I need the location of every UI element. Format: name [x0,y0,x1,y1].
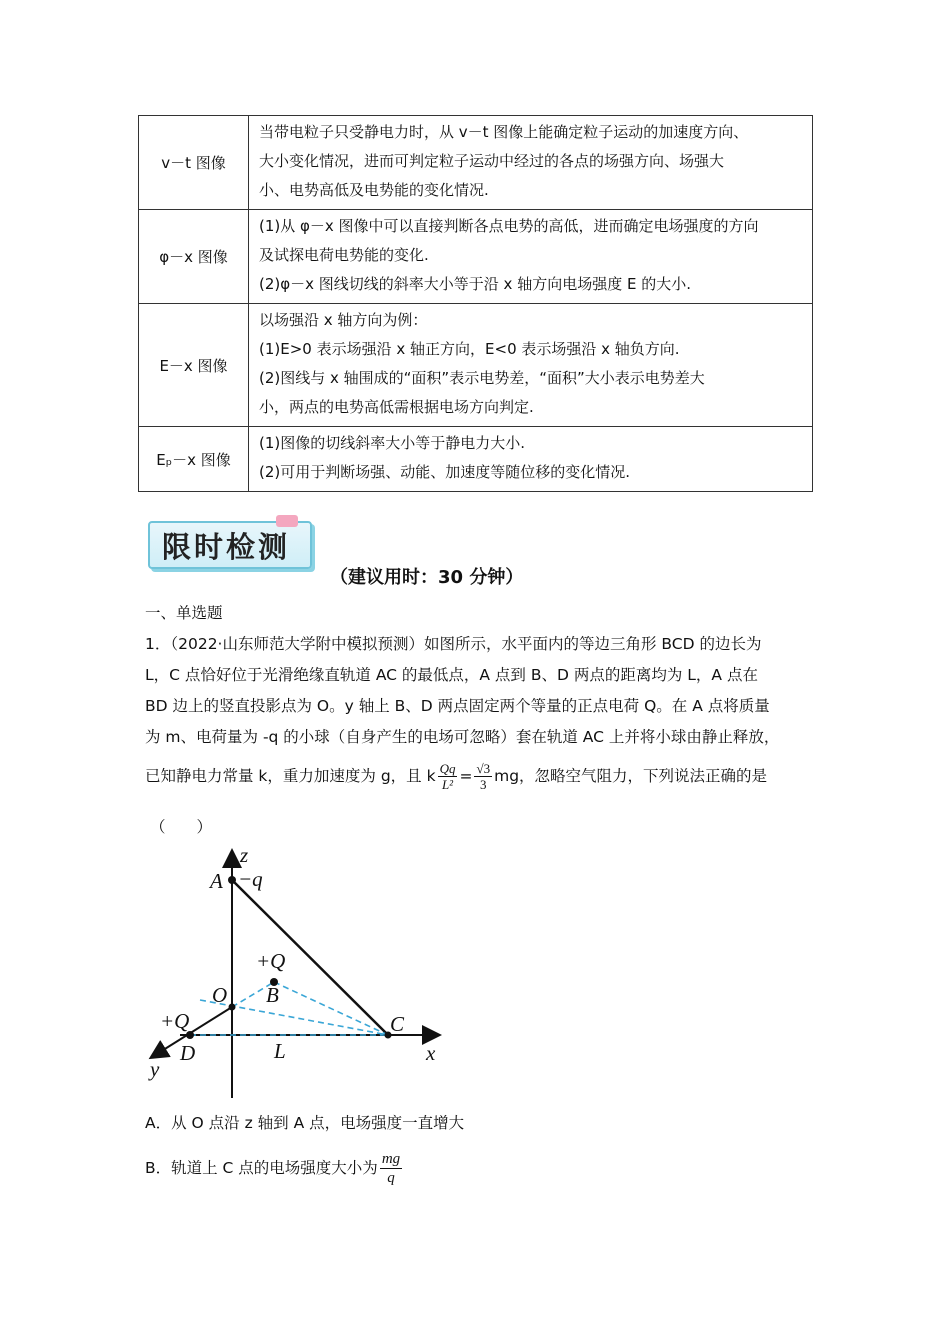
summary-table [138,115,813,492]
label-b: B [266,983,279,1007]
row-line: (2)可用于判断场强、动能、加速度等随位移的变化情况. [259,463,631,481]
label-a: A [210,869,223,893]
section-banner [148,515,312,567]
point-a [228,876,236,884]
fraction-denominator: q [387,1170,395,1186]
row-line: (2)图线与 x 轴围成的“面积”表示电势差，“面积”大小表示电势差大 [259,369,705,387]
question-line: BD 边上的竖直投影点为 O。y 轴上 B、D 两点固定两个等量的正点电荷 Q。在 A 点将质量 [145,697,770,715]
answer-bracket: （ ） [150,818,213,836]
row-line: (1)图像的切线斜率大小等于静电力大小. [259,434,526,452]
question-block [145,629,825,792]
question-line: 1．（2022·山东师范大学附中模拟预测）如图所示，水平面内的等边三角形 BCD 的边长为 [145,635,762,653]
label-z: z [240,843,249,867]
row-line: 及试探电荷电势能的变化. [259,246,429,264]
row-content [249,116,813,210]
label-plus-q-top: +Q [256,949,286,973]
point-o [229,1004,236,1011]
option-a: A．从 O 点沿 z 轴到 A 点，电场强度一直增大 [145,1114,465,1132]
row-label: Eₚ－x 图像 [139,427,249,492]
table-row [139,210,813,304]
fraction-sqrt3-3 [474,761,492,792]
row-line: (2)φ－x 图线切线的斜率大小等于沿 x 轴方向电场强度 E 的大小. [259,275,691,293]
row-content [249,210,813,304]
row-label: v－t 图像 [139,116,249,210]
row-line: 小，两点的电势高低需根据电场方向判定. [259,398,534,416]
row-line: (1)从 φ－x 图像中可以直接判断各点电势的高低，进而确定电场强度的方向 [259,217,759,235]
fraction-numerator: √3 [476,761,491,776]
suggested-time: （建议用时：30 分钟） [330,567,524,588]
option-b [145,1150,404,1187]
dashed-line-bc [274,982,388,1035]
row-label: φ－x 图像 [139,210,249,304]
row-line: 以场强沿 x 轴方向为例： [259,311,428,329]
row-line: 当带电粒子只受静电力时，从 v－t 图像上能确定粒子运动的加速度方向、 [259,123,749,141]
row-line: (1)E>0 表示场强沿 x 轴正方向，E<0 表示场强沿 x 轴负方向. [259,340,680,358]
fraction-numerator: Qq [439,761,456,776]
section-heading: 一、单选题 [145,604,223,622]
row-content [249,304,813,427]
figure-diagram [140,840,460,1100]
question-line-formula [145,761,825,792]
table-row [139,427,813,492]
fraction-numerator: mg [381,1151,401,1167]
label-l: L [274,1039,286,1063]
fraction-denominator: L² [441,777,454,792]
question-line: 为 m、电荷量为 -q 的小球（自身产生的电场可忽略）套在轨道 AC 上并将小球由静止释放， [145,728,780,746]
row-content [249,427,813,492]
row-line: 小、电势高低及电势能的变化情况. [259,181,489,199]
label-minus-q: −q [238,867,263,891]
table-row [139,304,813,427]
question-line: L，C 点恰好位于光滑绝缘直轨道 AC 的最低点，A 点到 B、D 两点的距离均为 L，A 点在 [145,666,758,684]
label-o: O [212,983,228,1007]
fraction-denominator: 3 [480,777,487,792]
option-b-text: B．轨道上 C 点的电场强度大小为 [145,1159,378,1177]
fraction-qq-l2 [438,761,458,792]
label-plus-q-left: +Q [160,1009,190,1033]
table-row [139,116,813,210]
formula-suffix: mg，忽略空气阻力，下列说法正确的是 [494,767,768,785]
fraction-mg-q [380,1150,402,1187]
label-y: y [150,1057,160,1081]
label-c: C [390,1012,405,1036]
row-label: E－x 图像 [139,304,249,427]
label-x: x [426,1041,436,1065]
equals-sign: = [459,767,473,785]
formula-prefix: 已知静电力常量 k，重力加速度为 g，且 k [145,767,436,785]
row-line: 大小变化情况，进而可判定粒子运动中经过的各点的场强方向、场强大 [259,152,725,170]
label-d: D [180,1041,196,1065]
banner-title: 限时检测 [162,530,291,564]
